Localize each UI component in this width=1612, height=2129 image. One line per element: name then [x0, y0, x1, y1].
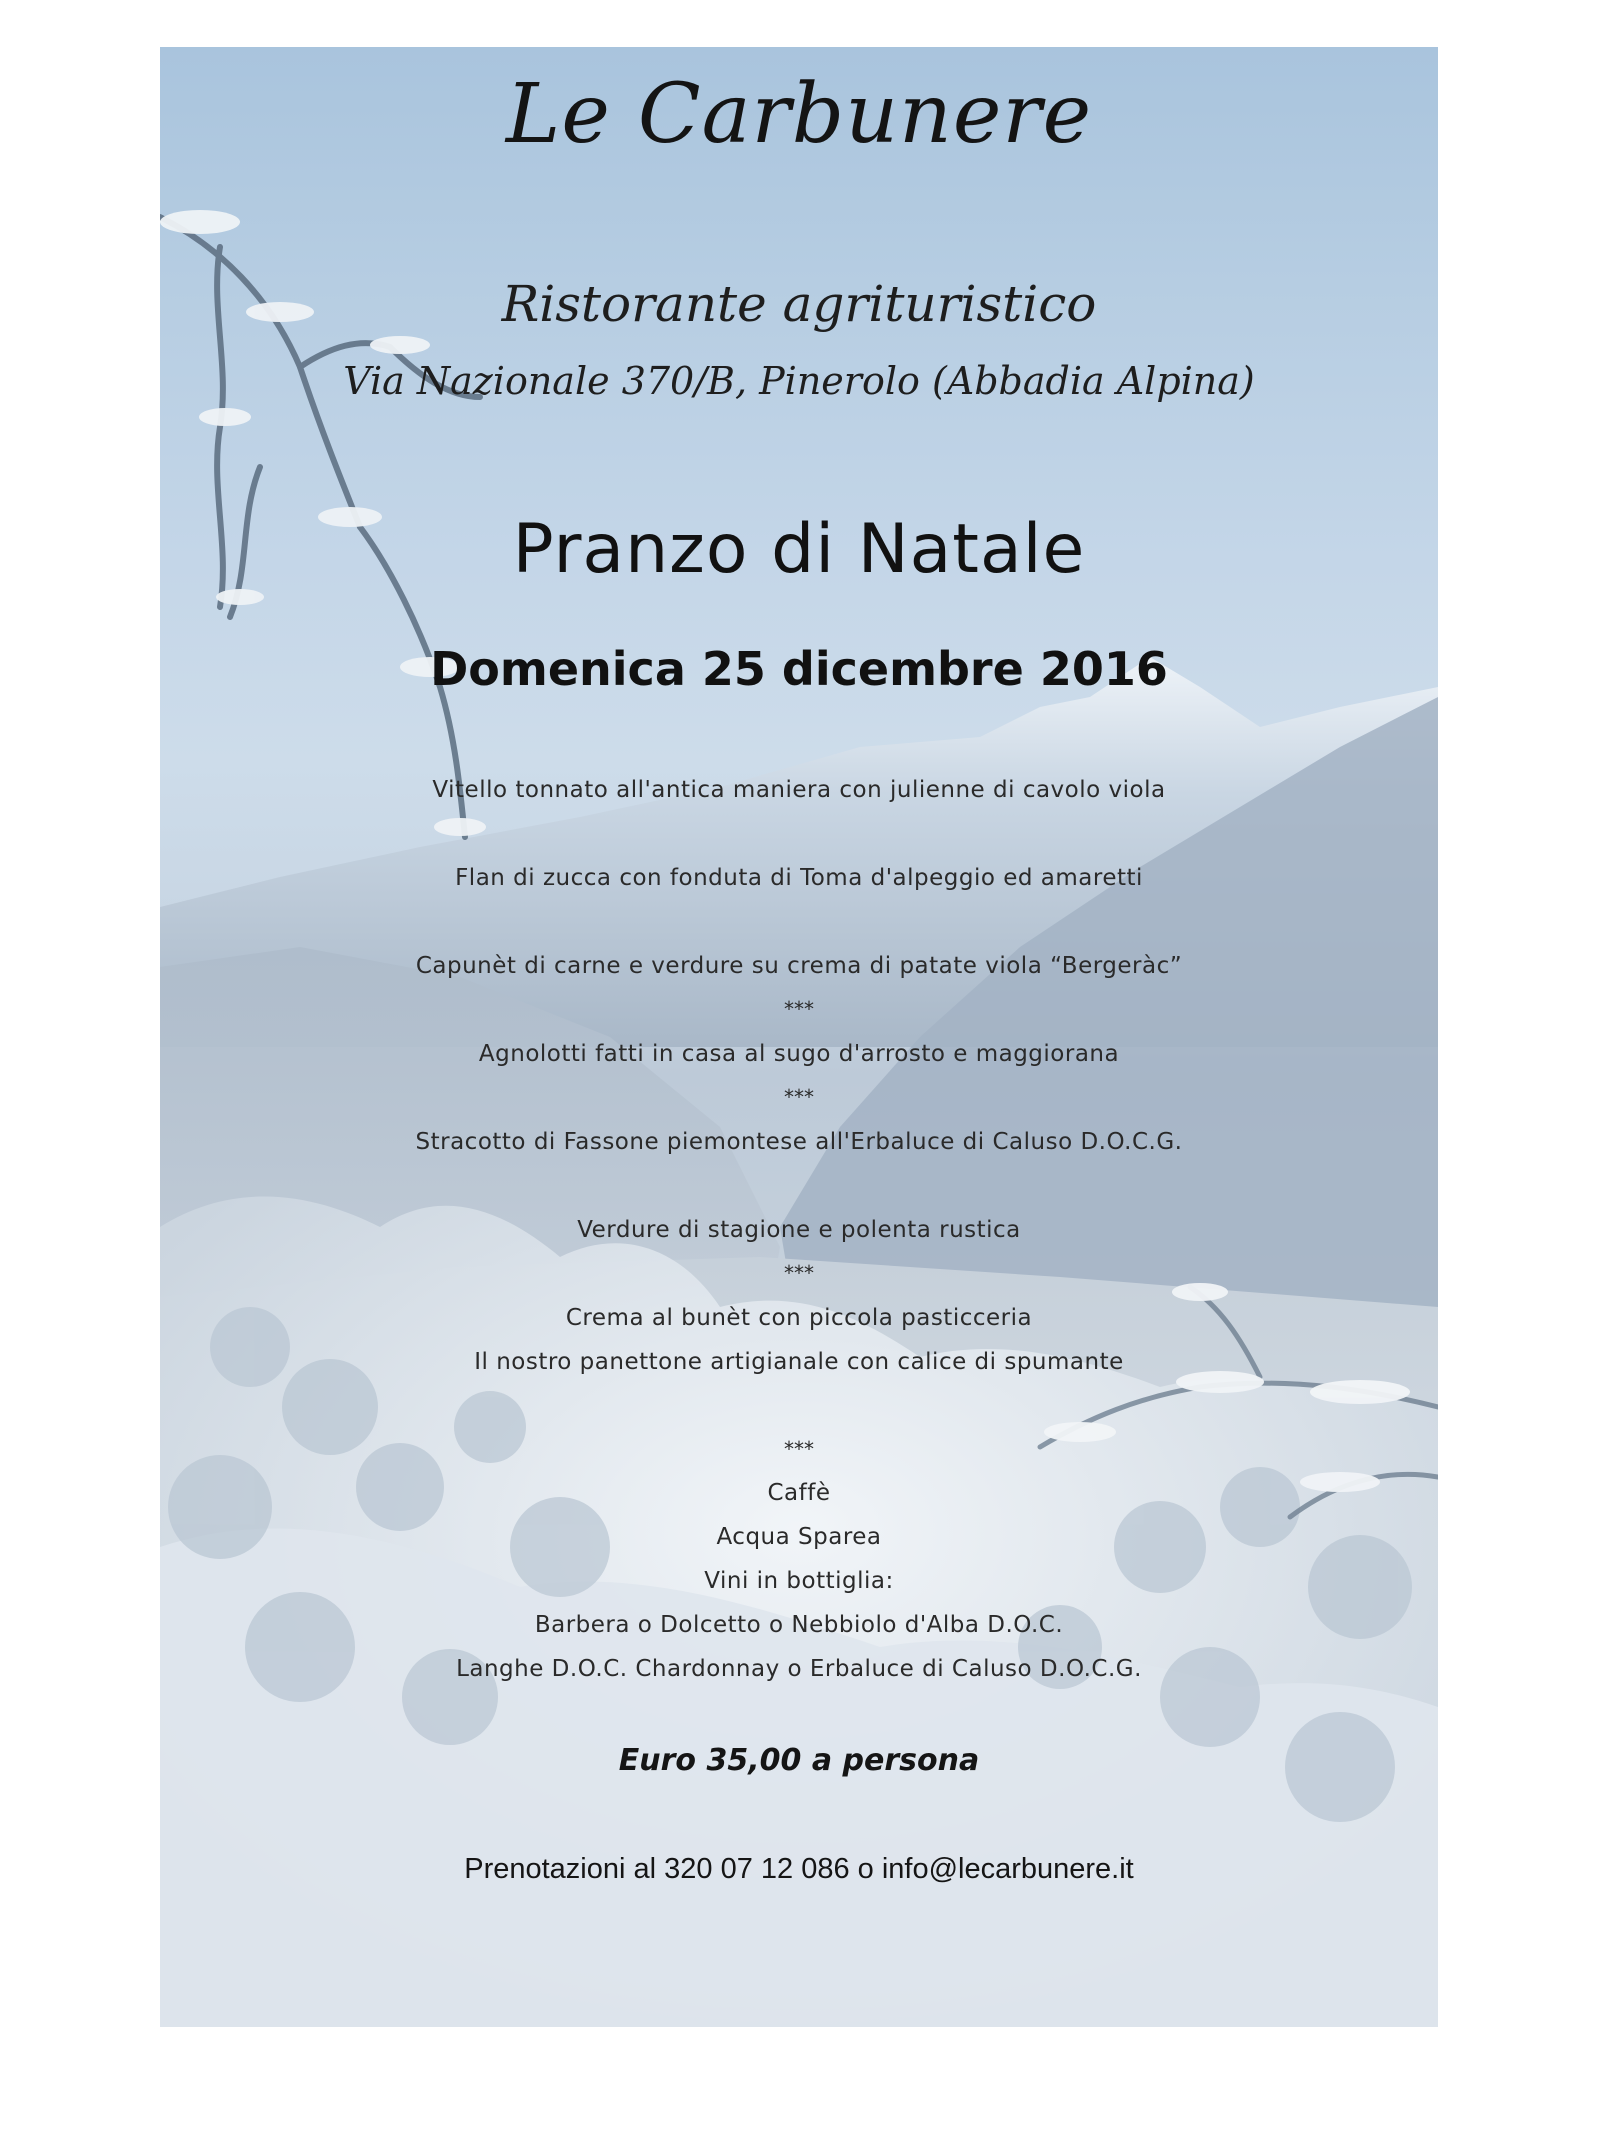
menu-item: Barbera o Dolcetto o Nebbiolo d'Alba D.O.C.: [534, 1612, 1064, 1638]
menu-item: Il nostro panettone artigianale con calice di spumante: [474, 1349, 1124, 1375]
event-date: Domenica 25 dicembre 2016: [430, 642, 1168, 696]
menu-item: Agnolotti fatti in casa al sugo d'arrosto e maggiorana: [478, 1041, 1120, 1067]
menu-item: Caffè: [767, 1480, 831, 1506]
restaurant-address: Via Nazionale 370/B, Pinerolo (Abbadia Alpina): [343, 359, 1255, 403]
menu-item: Flan di zucca con fonduta di Toma d'alpeggio ed amaretti: [455, 865, 1143, 891]
menu-item: Langhe D.O.C. Chardonnay o Erbaluce di Caluso D.O.C.G.: [456, 1656, 1142, 1682]
menu-separator: ***: [784, 1085, 814, 1109]
event-name: Pranzo di Natale: [512, 510, 1086, 589]
menu-separator: ***: [784, 1437, 814, 1461]
restaurant-subtitle: Ristorante agrituristico: [501, 275, 1097, 333]
restaurant-name: Le Carbunere: [505, 67, 1093, 162]
reservation-contact: Prenotazioni al 320 07 12 086 o info@lecarbunere.it: [464, 1853, 1134, 1885]
winter-landscape-background: [160, 47, 1438, 2027]
menu-item: Vini in bottiglia:: [704, 1568, 894, 1594]
menu-item: Capunèt di carne e verdure su crema di patate viola “Bergeràc”: [415, 953, 1183, 979]
menu-item: Acqua Sparea: [716, 1524, 882, 1550]
menu-item: Verdure di stagione e polenta rustica: [577, 1217, 1021, 1243]
price-per-person: Euro 35,00 a persona: [618, 1743, 980, 1778]
menu-item: Vitello tonnato all'antica maniera con julienne di cavolo viola: [432, 777, 1166, 803]
menu-poster: [160, 47, 1438, 2027]
menu-separator: ***: [784, 997, 814, 1021]
menu-separator: ***: [784, 1261, 814, 1285]
menu-item: Crema al bunèt con piccola pasticceria: [565, 1305, 1033, 1331]
menu-item: Stracotto di Fassone piemontese all'Erbaluce di Caluso D.O.C.G.: [415, 1129, 1183, 1155]
